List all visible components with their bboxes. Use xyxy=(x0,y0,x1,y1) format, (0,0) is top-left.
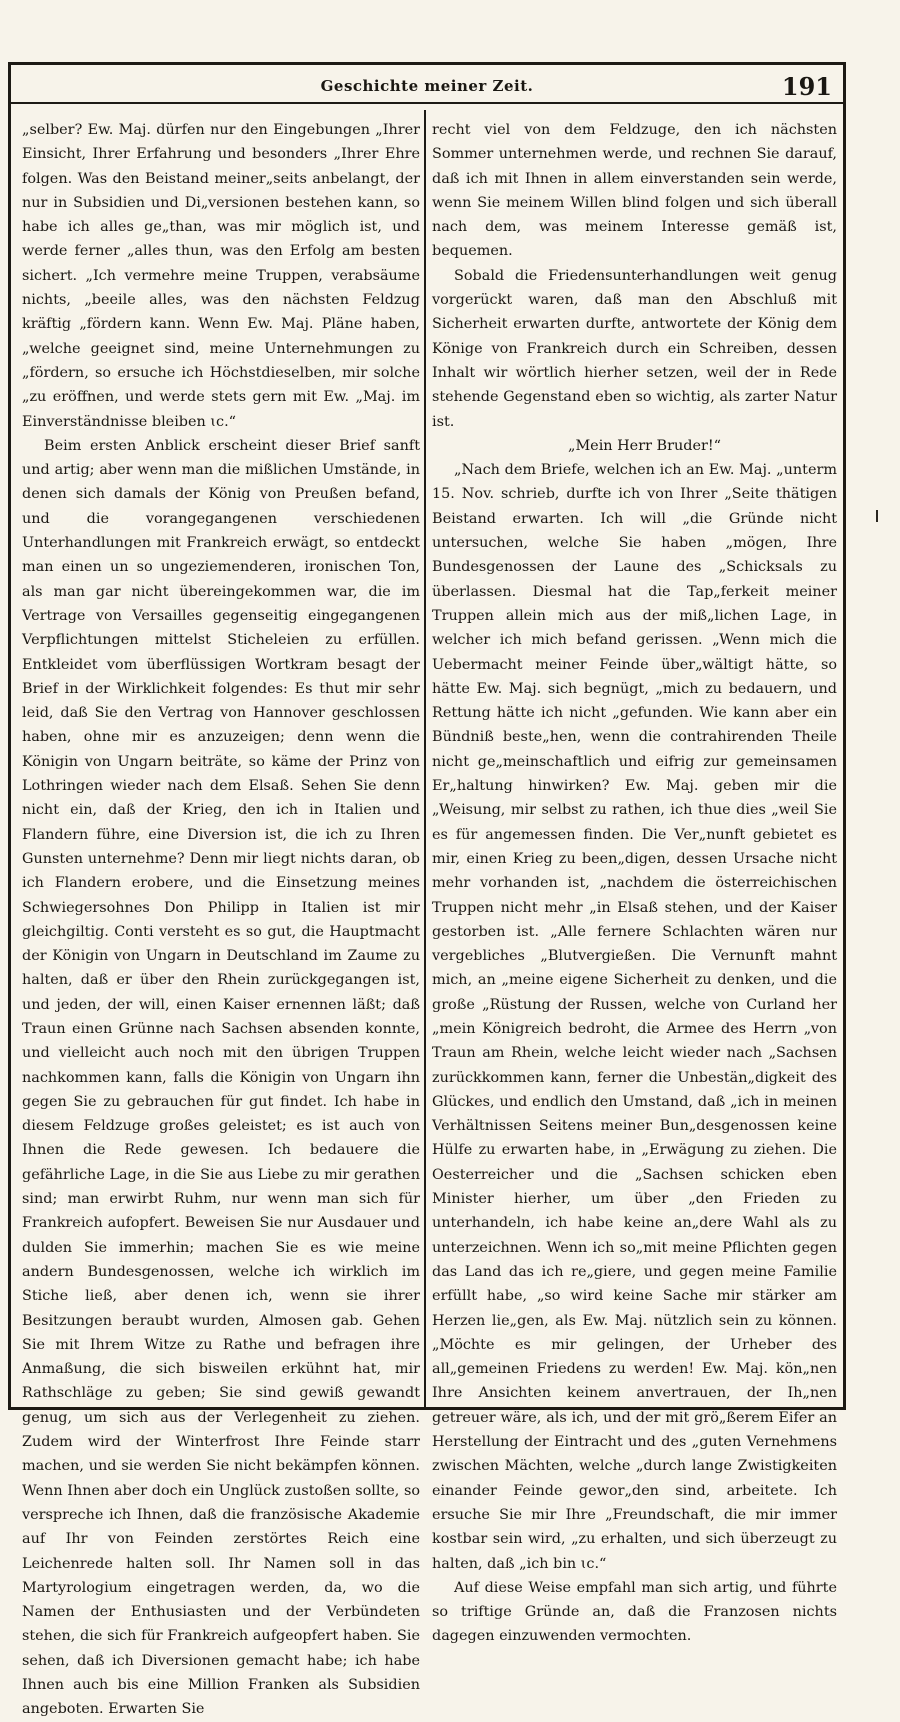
continuation-paragraph: recht viel von dem Feldzuge, den ich nächsten Sommer unternehmen werde, und rechnen Sie darauf, daß ich mit Ihnen in allem einverstanden sein werde, wenn Sie meinem Willen blind folgen und sich überall nach dem, was meinem Interesse gemäß ist, bequemen. xyxy=(432,122,837,260)
column-divider xyxy=(424,110,426,1410)
left-column xyxy=(22,118,420,1722)
commentary-paragraph: Beim ersten Anblick erscheint dieser Brief sanft und artig; aber wenn man die mißlichen Umstände, in denen sich damals der König von Preußen befand, und die vorangegangenen verschiedenen Unterhandlungen mit Frankreich erwägt, so entdeckt man einen un so ungeziemenderen, ironischen Ton, als man gar nicht übereingekommen war, die im Vertrage von Versailles gegenseitig eingegangenen Verpflichtungen mittelst Sticheleien zu erfüllen. Entkleidet vom überflüssigen Wortkram besagt der Brief in der Wirklichkeit folgendes: Es thut mir sehr leid, daß Sie den Vertrag von Hannover geschlossen haben, ohne mir es anzuzeigen; denn wenn die Königin von Ungarn beiträte, so käme der Prinz von Lothringen wieder nach dem Elsaß. Sehen Sie denn nicht ein, daß der Krieg, den ich in Italien und Flandern führe, eine Diversion ist, die ich zu Ihren Gunsten unternehme? Denn mir liegt nichts daran, ob ich Flandern erobere, und die Einsetzung meines Schwiegersohnes Don Philipp in Italien ist mir gleichgiltig. Conti versteht es so gut, die Hauptmacht der Königin von Ungarn in Deutschland im Zaume zu halten, daß er über den Rhein zurückgegangen ist, und jeden, der will, einen Kaiser ernennen läßt; daß Traun einen Grünne nach Sachsen absenden konnte, und vielleicht auch noch mit den übrigen Truppen nachkommen kann, falls die Königin von Ungarn ihn gegen Sie zu gebrauchen für gut findet. Ich habe in diesem Feldzuge großes geleistet; es ist auch von Ihnen die Rede gewesen. Ich bedauere die gefährliche Lage, in die Sie aus Liebe zu mir gerathen sind; man erwirbt Ruhm, nur wenn man sich für Frankreich aufopfert. Beweisen Sie nur Ausdauer und dulden Sie immerhin; machen Sie es wie meine andern Bundesgenossen, welche ich wirklich im Stiche ließ, aber denen ich, wenn sie ihrer Besitzungen beraubt wurden, Almosen gab. Gehen Sie mit Ihrem Witze zu Rathe und befragen ihre Anmaßung, die sich bisweilen erkühnt hat, mir Rathschläge zu geben; Sie sind gewiß gewandt genug, um sich aus der Verlegenheit zu ziehen. Zudem wird der Winterfrost Ihre Feinde starr machen, und sie werden Sie nicht bekämpfen können. Wenn Ihnen aber doch ein Unglück zustoßen sollte, so verspreche ich Ihnen, daß die französische Akademie auf Ihr von Feinden zerstörtes Reich eine Leichenrede halten soll. Ihr Namen soll in das Martyrologium eingetragen werden, da, wo die Namen der Enthusiasten und der Verbündeten stehen, die sich für Frankreich aufgeopfert haben. Sie sehen, daß ich Diversionen gemacht habe; ich habe Ihnen auch bis eine Million Franken als Subsidien angeboten. Erwarten Sie xyxy=(22,437,420,1718)
letter-salutation: „Mein Herr Bruder!“ xyxy=(567,437,722,454)
intro-paragraph: Sobald die Friedensunterhandlungen weit genug vorgerückt waren, daß man den Abschluß mit Sicherheit erwarten durfte, antwortete der König dem Könige von Frankreich durch ein Schreiben, dessen Inhalt wir wörtlich hierher setzen, weil der in Rede stehende Gegenstand eben so wichtig, als zarter Natur ist. xyxy=(432,267,837,430)
right-column xyxy=(432,118,837,1649)
running-head xyxy=(8,68,846,104)
letter-body-paragraph: „Nach dem Briefe, welchen ich an Ew. Maj. „unterm 15. Nov. schrieb, durfte ich von Ihrer „Seite thätigen Beistand erwarten. Ich will „die Gründe nicht untersuchen, welche Sie haben „mögen, Ihre Bundesgenossen der Laune des „Schicksals zu überlassen. Diesmal hat die Tap„ferkeit meiner Truppen allein mich aus der miß„lichen Lage, in welcher ich mich befand gerissen. „Wenn mich die Uebermacht meiner Feinde über„wältigt hätte, so hätte Ew. Maj. sich begnügt, „mich zu bedauern, und Rettung hätte ich nicht „gefunden. Wie kann aber ein Bündniß beste„hen, wenn die contrahirenden Theile nicht ge„meinschaftlich und eifrig zur gemeinsamen Er„haltung hinwirken? Ew. Maj. geben mir die „Weisung, mir selbst zu rathen, ich thue dies „weil Sie es für angemessen finden. Die Ver„nunft gebietet es mir, einen Krieg zu been„digen, dessen Ursache nicht mehr vorhanden ist, „nachdem die österreichischen Truppen nicht mehr „in Elsaß stehen, und der Kaiser gestorben ist. „Alle fernere Schlachten wären nur vergebliches „Blutvergießen. Die Vernunft mahnt mich, an „meine eigene Sicherheit zu denken, und die große „Rüstung der Russen, welche von Curland her „mein Königreich bedroht, die Armee des Herrn „von Traun am Rhein, welche leicht wieder nach „Sachsen zurückkommen kann, ferner die Unbestän„digkeit des Glückes, und endlich den Umstand, daß „ich in meinen Verhältnissen Seitens meiner Bun„desgenossen keine Hülfe zu erwarten habe, in „Erwägung zu ziehen. Die Oesterreicher und die „Sachsen schicken eben Minister hierher, um über „den Frieden zu unterhandeln, ich habe keine an„dere Wahl als zu unterzeichnen. Wenn ich so„mit meine Pflichten gegen das Land das ich re„giere, und gegen meine Familie erfüllt habe, „so wird keine Sache mir stärker am Herzen lie„gen, als Ew. Maj. nützlich sein zu können. „Möchte es mir gelingen, der Urheber des all„gemeinen Friedens zu werden! Ew. Maj. kön„nen Ihre Ansichten keinem anvertrauen, der Ih„nen getreuer wäre, als ich, und der mit grö„ßerem Eifer an Herstellung der Eintracht und des „guten Vernehmens zwischen Mächten, welche „durch lange Zwistigkeiten einander Feinde gewor„den sind, arbeitete. Ich ersuche Sie mir Ihre „Freundschaft, die mir immer kostbar sein wird, „zu erhalten, und sich überzeugt zu halten, daß „ich bin ɩc.“ xyxy=(432,462,837,1572)
page-title: Geschichte meiner Zeit. xyxy=(320,77,534,95)
closing-paragraph: Auf diese Weise empfahl man sich artig, und führte so triftige Gründe an, daß die Franzosen nichts dagegen einzuwenden vermochten. xyxy=(432,1579,837,1645)
margin-mark xyxy=(876,510,878,522)
letter-conclusion-paragraph: „selber? Ew. Maj. dürfen nur den Eingebungen „Ihrer Einsicht, Ihrer Erfahrung und besonders „Ihrer Ehre folgen. Was den Beistand meiner„seits anbelangt, der nur in Subsidien und Di„versionen bestehen kann, so habe ich alles ge„than, was mir möglich ist, und werde ferner „alles thun, was den Erfolg am besten sichert. „Ich vermehre meine Truppen, verabsäume nichts, „beeile alles, was den nächsten Feldzug kräftig „fördern kann. Wenn Ew. Maj. Pläne haben, „welche geeignet sind, meine Unternehmungen zu „fördern, so ersuche ich Höchstdieselben, mir solche „zu eröffnen, und werde stets gern mit Ew. „Maj. im Einverständnisse bleiben ɩc.“ xyxy=(22,122,420,430)
page-number: 191 xyxy=(781,72,832,101)
